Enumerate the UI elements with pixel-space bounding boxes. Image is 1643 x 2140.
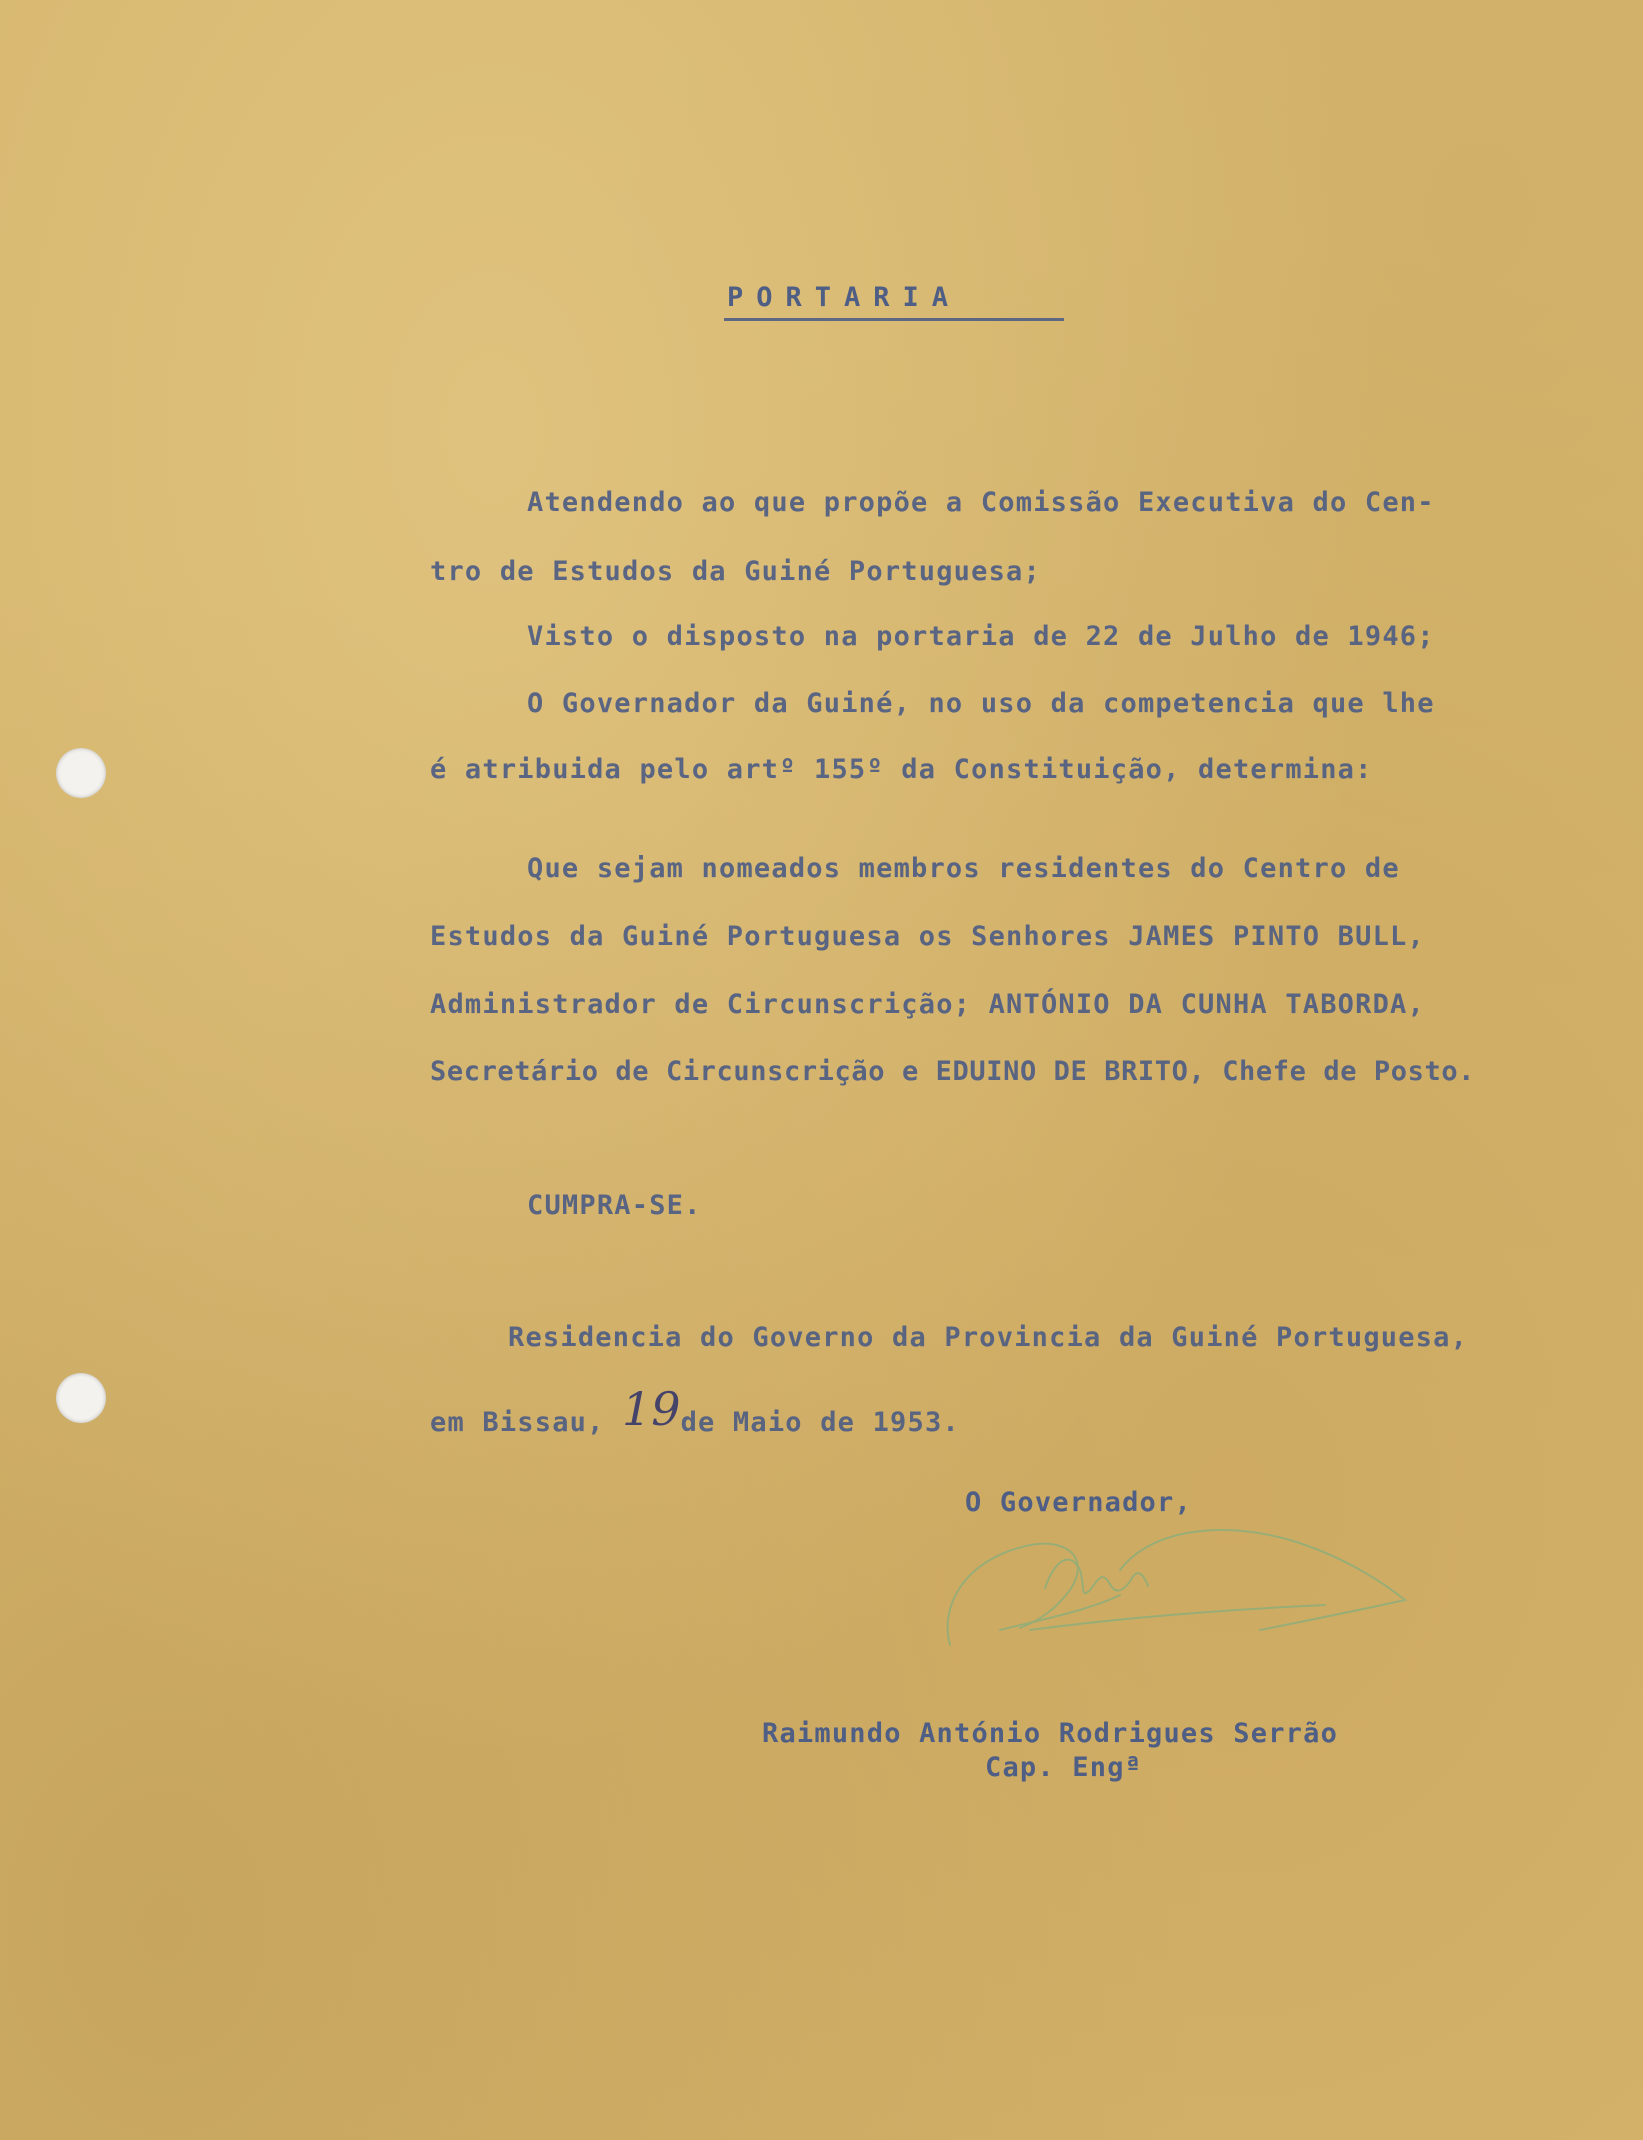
date-prefix: em Bissau,: [430, 1407, 623, 1438]
paragraph-line: Visto o disposto na portaria de 22 de Julho de 1946;: [527, 621, 1435, 652]
date-line: [430, 1382, 960, 1442]
date-suffix: de Maio de 1953.: [680, 1407, 960, 1438]
title-underline: [724, 318, 1064, 321]
paragraph-line: Atendendo ao que propõe a Comissão Executiva do Cen-: [527, 487, 1435, 518]
paragraph-line: tro de Estudos da Guiné Portuguesa;: [430, 556, 1041, 587]
closing-line: CUMPRA-SE.: [527, 1190, 702, 1221]
document-title: PORTARIA: [727, 282, 962, 313]
signatory-rank: Cap. Engª: [985, 1752, 1143, 1783]
paragraph-line: é atribuida pelo artº 155º da Constituição, determina:: [430, 754, 1373, 785]
governor-label: O Governador,: [965, 1487, 1192, 1518]
paragraph-line: Administrador de Circunscrição; ANTÓNIO DA CUNHA TABORDA,: [430, 989, 1425, 1020]
paragraph-line: Secretário de Circunscrição e EDUINO DE BRITO, Chefe de Posto.: [430, 1056, 1476, 1087]
signatory-name: Raimundo António Rodrigues Serrão: [762, 1718, 1339, 1749]
handwritten-day: 19: [622, 1382, 681, 1436]
signature-drawing: [920, 1500, 1420, 1660]
paragraph-line: O Governador da Guiné, no uso da competencia que lhe: [527, 688, 1435, 719]
paragraph-line: Que sejam nomeados membros residentes do Centro de: [527, 853, 1400, 884]
punch-hole: [56, 748, 106, 798]
punch-hole: [56, 1373, 106, 1423]
residence-line: Residencia do Governo da Provincia da Guiné Portuguesa,: [508, 1322, 1469, 1353]
paragraph-line: Estudos da Guiné Portuguesa os Senhores JAMES PINTO BULL,: [430, 921, 1425, 952]
